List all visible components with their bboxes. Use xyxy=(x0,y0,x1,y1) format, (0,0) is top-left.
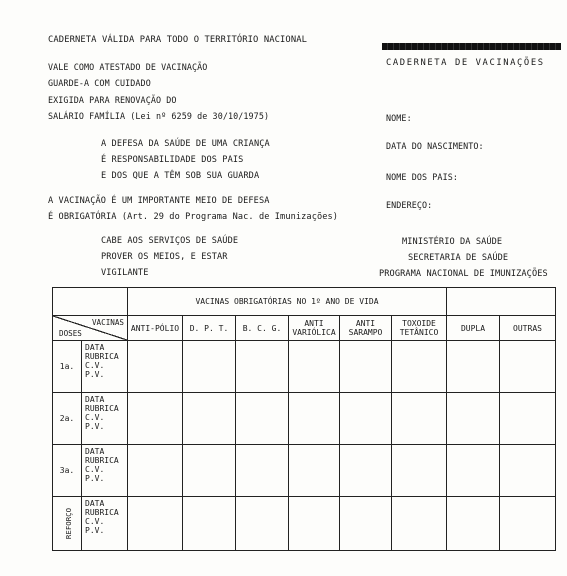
entry-cell[interactable] xyxy=(392,393,447,445)
note-required: EXIGIDA PARA RENOVAÇÃO DO xyxy=(48,95,177,105)
field-parents-name[interactable]: NOME DOS PAIS: xyxy=(386,172,458,182)
sublabel-pv: P.V. xyxy=(85,370,105,379)
col-header-anti-variolica: ANTI VARIÓLICA xyxy=(289,316,340,341)
entry-cell[interactable] xyxy=(183,341,236,393)
table-top-right-cell xyxy=(447,288,556,316)
field-birth-date[interactable]: DATA DO NASCIMENTO: xyxy=(386,141,484,151)
defense-line-1: A DEFESA DA SAÚDE DE UMA CRIANÇA xyxy=(101,139,270,149)
table-row xyxy=(53,497,556,551)
entry-cell[interactable] xyxy=(500,497,556,551)
corner-doses-label: DOSES xyxy=(59,329,82,338)
note-salario-familia: SALÁRIO FAMÍLIA (Lei nº 6259 de 30/10/1975) xyxy=(48,111,270,121)
dose-sublabels xyxy=(82,497,128,551)
col-header-dupla: DUPLA xyxy=(447,316,500,341)
services-line-1: CABE AOS SERVIÇOS DE SAÚDE xyxy=(101,236,239,246)
entry-cell[interactable] xyxy=(447,341,500,393)
ministry-name: MINISTÉRIO DA SAÚDE xyxy=(402,237,503,247)
vaccination-line-1: A VACINAÇÃO É UM IMPORTANTE MEIO DE DEFESA xyxy=(48,196,270,206)
table-row xyxy=(53,341,556,393)
col-header-dpt: D. P. T. xyxy=(183,316,236,341)
vaccination-table xyxy=(52,287,556,551)
header-bar xyxy=(382,43,561,50)
entry-cell[interactable] xyxy=(392,341,447,393)
entry-cell[interactable] xyxy=(340,445,392,497)
entry-cell[interactable] xyxy=(128,497,183,551)
ministry-program: PROGRAMA NACIONAL DE IMUNIZAÇÕES xyxy=(379,269,548,279)
entry-cell[interactable] xyxy=(500,341,556,393)
entry-cell[interactable] xyxy=(183,393,236,445)
entry-cell[interactable] xyxy=(447,393,500,445)
dose-label-1: 1a. xyxy=(53,341,82,393)
entry-cell[interactable] xyxy=(289,445,340,497)
ministry-secretariat: SECRETARIA DE SAÚDE xyxy=(408,253,509,263)
entry-cell[interactable] xyxy=(340,341,392,393)
sublabel-rubrica: RUBRICA xyxy=(85,508,119,517)
sublabel-cv: C.V. xyxy=(85,465,105,474)
entry-cell[interactable] xyxy=(289,393,340,445)
field-name[interactable]: NOME: xyxy=(386,113,412,123)
sublabel-rubrica: RUBRICA xyxy=(85,352,119,361)
entry-cell[interactable] xyxy=(183,497,236,551)
sublabel-cv: C.V. xyxy=(85,413,105,422)
sublabel-cv: C.V. xyxy=(85,517,105,526)
entry-cell[interactable] xyxy=(500,393,556,445)
field-address[interactable]: ENDEREÇO: xyxy=(386,200,433,210)
entry-cell[interactable] xyxy=(236,497,289,551)
dose-sublabels xyxy=(82,445,128,497)
sublabel-pv: P.V. xyxy=(85,526,105,535)
col-header-anti-sarampo: ANTI SARAMPO xyxy=(340,316,392,341)
entry-cell[interactable] xyxy=(128,393,183,445)
dose-label-3: 3a. xyxy=(53,445,82,497)
sublabel-cv: C.V. xyxy=(85,361,105,370)
entry-cell[interactable] xyxy=(340,497,392,551)
sublabel-data: DATA xyxy=(85,343,105,352)
services-line-2: PROVER OS MEIOS, E ESTAR xyxy=(101,252,228,262)
table-top-left-cell xyxy=(53,288,128,316)
entry-cell[interactable] xyxy=(183,445,236,497)
table-row xyxy=(53,445,556,497)
services-line-3: VIGILANTE xyxy=(101,268,149,278)
sublabel-data: DATA xyxy=(85,395,105,404)
col-header-toxoide-tetanico: TOXOIDE TETÂNICO xyxy=(392,316,447,341)
dose-sublabels xyxy=(82,341,128,393)
entry-cell[interactable] xyxy=(500,445,556,497)
note-certificate: VALE COMO ATESTADO DE VACINAÇÃO xyxy=(48,62,208,72)
entry-cell[interactable] xyxy=(392,497,447,551)
vaccination-line-2: É OBRIGATÓRIA (Art. 29 do Programa Nac. de Imunizações) xyxy=(48,212,339,222)
entry-cell[interactable] xyxy=(447,497,500,551)
corner-header xyxy=(53,316,128,341)
dose-label-2: 2a. xyxy=(53,393,82,445)
reforco-label: REFORÇO xyxy=(64,507,74,540)
entry-cell[interactable] xyxy=(128,341,183,393)
col-header-anti-polio: ANTI-PÓLIO xyxy=(128,316,183,341)
entry-cell[interactable] xyxy=(236,445,289,497)
booklet-title: CADERNETA DE VACINAÇÕES xyxy=(386,58,545,68)
entry-cell[interactable] xyxy=(340,393,392,445)
entry-cell[interactable] xyxy=(447,445,500,497)
sublabel-pv: P.V. xyxy=(85,474,105,483)
sublabel-pv: P.V. xyxy=(85,422,105,431)
col-header-outras: OUTRAS xyxy=(500,316,556,341)
dose-sublabels xyxy=(82,393,128,445)
entry-cell[interactable] xyxy=(392,445,447,497)
dose-label-reforco xyxy=(53,497,82,551)
sublabel-data: DATA xyxy=(85,447,105,456)
entry-cell[interactable] xyxy=(128,445,183,497)
entry-cell[interactable] xyxy=(289,341,340,393)
entry-cell[interactable] xyxy=(236,341,289,393)
mandatory-vaccines-header: VACINAS OBRIGATÓRIAS NO 1º ANO DE VIDA xyxy=(128,288,447,316)
sublabel-rubrica: RUBRICA xyxy=(85,404,119,413)
sublabel-rubrica: RUBRICA xyxy=(85,456,119,465)
sublabel-data: DATA xyxy=(85,499,105,508)
defense-line-3: E DOS QUE A TÊM SOB SUA GUARDA xyxy=(101,171,260,181)
table-row xyxy=(53,393,556,445)
defense-line-2: É RESPONSABILIDADE DOS PAIS xyxy=(101,155,244,165)
entry-cell[interactable] xyxy=(289,497,340,551)
validity-title: CADERNETA VÁLIDA PARA TODO O TERRITÓRIO NACIONAL xyxy=(48,35,308,45)
entry-cell[interactable] xyxy=(236,393,289,445)
corner-vaccines-label: VACINAS xyxy=(91,318,124,327)
note-keep: GUARDE-A COM CUIDADO xyxy=(48,78,151,88)
col-header-bcg: B. C. G. xyxy=(236,316,289,341)
